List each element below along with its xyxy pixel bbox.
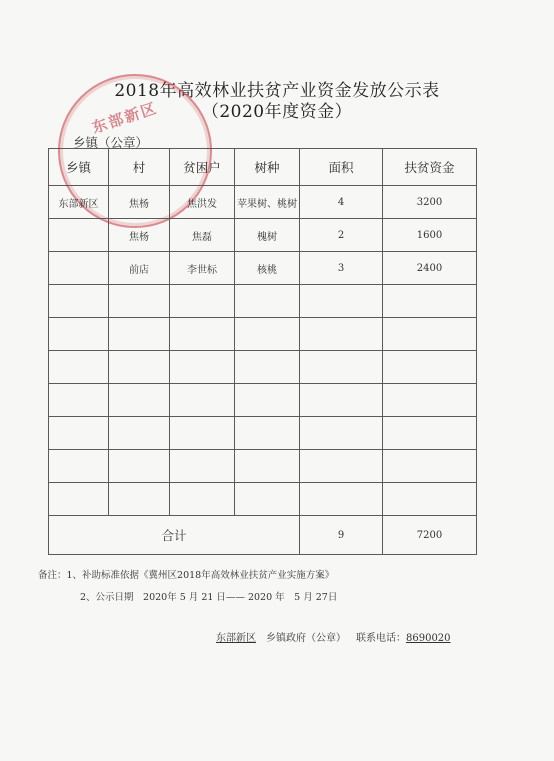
table-row [49, 483, 477, 516]
footer-phone: 8690020 [406, 633, 451, 644]
document-title: 2018年高效林业扶贫产业资金发放公示表 [114, 81, 440, 101]
table-cell [109, 285, 170, 318]
table-cell [49, 384, 109, 417]
table-cell: 2400 [383, 252, 477, 285]
table-cell [383, 450, 477, 483]
table-cell [300, 384, 383, 417]
table-cell [49, 483, 109, 516]
table-cell [300, 351, 383, 384]
column-header: 面积 [300, 149, 383, 186]
table-cell: 核桃 [235, 252, 300, 285]
table-cell [235, 417, 300, 450]
table-cell [170, 318, 235, 351]
table-cell: 李世标 [170, 252, 235, 285]
table-cell [383, 318, 477, 351]
table-cell [109, 351, 170, 384]
note-line-1: 备注：1、补助标准依据《冀州区2018年高效林业扶贫产业实施方案》 [38, 570, 335, 581]
table-cell [300, 450, 383, 483]
total-label: 合计 [49, 516, 300, 555]
signature-footer [216, 629, 451, 644]
table-cell: 3 [300, 252, 383, 285]
table-row [49, 351, 477, 384]
table-cell [49, 318, 109, 351]
table-cell: 4 [300, 186, 383, 219]
table-cell [49, 450, 109, 483]
table-cell: 2 [300, 219, 383, 252]
table-row [49, 318, 477, 351]
table-row [49, 186, 477, 219]
table-cell [109, 483, 170, 516]
table-cell [170, 384, 235, 417]
table-cell [170, 450, 235, 483]
table-cell: 焦杨 [109, 219, 170, 252]
table-cell: 焦杨 [109, 186, 170, 219]
table-cell: 槐树 [235, 219, 300, 252]
table-cell [300, 318, 383, 351]
column-header: 村 [109, 149, 170, 186]
column-header: 乡镇 [49, 149, 109, 186]
footer-gov-label: 乡镇政府（公章） [266, 633, 346, 644]
note-line-2: 2、公示日期 2020年 5 月 21 日—— 2020 年 5 月 27日 [80, 592, 338, 603]
table-row [49, 285, 477, 318]
table-cell [383, 285, 477, 318]
table-cell [49, 351, 109, 384]
total-row [49, 516, 477, 555]
table-cell [49, 285, 109, 318]
table-row [49, 417, 477, 450]
table-cell: 东部新区 [49, 186, 109, 219]
table-cell [170, 351, 235, 384]
table-row [49, 219, 477, 252]
table-cell [235, 483, 300, 516]
table-row [49, 384, 477, 417]
table-cell [383, 483, 477, 516]
column-header: 贫困户 [170, 149, 235, 186]
table-cell [383, 417, 477, 450]
table-cell: 3200 [383, 186, 477, 219]
table-cell [235, 450, 300, 483]
table-cell [109, 318, 170, 351]
document-subtitle: （2020年度资金） [201, 102, 353, 122]
table-header-row [49, 149, 477, 186]
table-cell [170, 285, 235, 318]
table-cell [170, 417, 235, 450]
table-cell [383, 384, 477, 417]
column-header: 树种 [235, 149, 300, 186]
table-cell [170, 483, 235, 516]
total-amount: 7200 [383, 516, 477, 555]
seal-text: 东部新区 [89, 98, 161, 137]
table-cell: 1600 [383, 219, 477, 252]
table-cell [235, 318, 300, 351]
town-seal-label: 乡镇（公章） [73, 135, 149, 150]
table-cell [49, 252, 109, 285]
footer-district: 东部新区 [216, 633, 256, 644]
table-cell [235, 285, 300, 318]
table-row [49, 252, 477, 285]
table-cell [109, 417, 170, 450]
table-cell [109, 384, 170, 417]
table-cell: 焦洪发 [170, 186, 235, 219]
table-cell [300, 483, 383, 516]
table-cell [300, 285, 383, 318]
table-cell [235, 351, 300, 384]
column-header: 扶贫资金 [383, 149, 477, 186]
table-cell: 焦磊 [170, 219, 235, 252]
table-cell [49, 417, 109, 450]
table-row [49, 450, 477, 483]
table-cell [383, 351, 477, 384]
table-cell [235, 384, 300, 417]
table-cell [300, 417, 383, 450]
table-cell [109, 450, 170, 483]
total-area: 9 [300, 516, 383, 555]
table-cell [49, 219, 109, 252]
table-cell: 前店 [109, 252, 170, 285]
footer-phone-label: 联系电话： [356, 633, 406, 644]
table-cell: 苹果树、桃树 [235, 186, 300, 219]
subsidy-table [48, 148, 477, 555]
